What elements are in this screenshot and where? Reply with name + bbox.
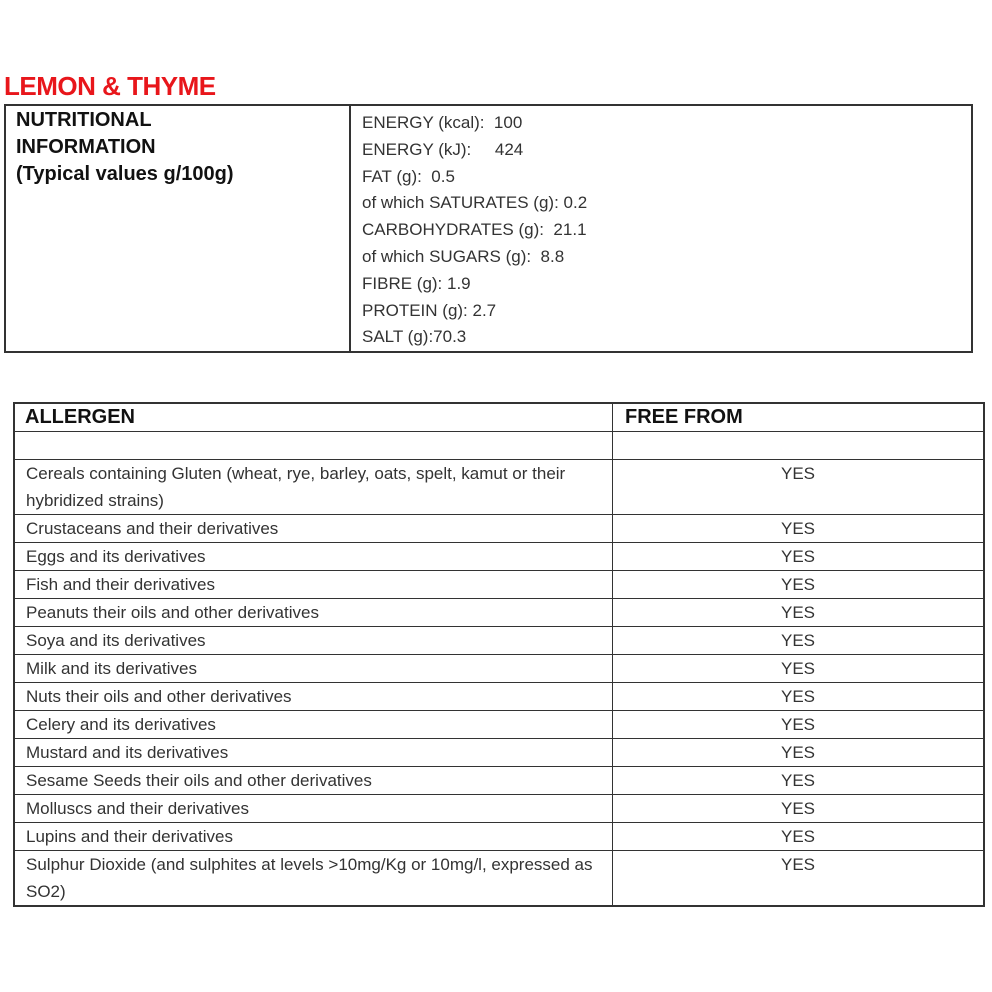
nutrition-value: of which SUGARS (g): 8.8 <box>362 246 565 266</box>
table-row <box>14 515 984 543</box>
free-from-value: YES <box>613 711 985 739</box>
allergen-name: Peanuts their oils and other derivatives <box>14 599 613 627</box>
allergen-name: Crustaceans and their derivatives <box>14 515 613 543</box>
allergen-name: Nuts their oils and other derivatives <box>14 683 613 711</box>
table-row <box>14 571 984 599</box>
free-from-value: YES <box>613 571 985 599</box>
nutrition-value: ENERGY (kcal): 100 <box>362 113 523 132</box>
table-row <box>14 627 984 655</box>
nutrition-value: of which SATURATES (g): 0.2 <box>362 193 588 213</box>
table-row <box>14 599 984 627</box>
free-from-column-header: FREE FROM <box>613 403 985 432</box>
free-from-value: YES <box>613 627 985 655</box>
nutrition-heading-line: INFORMATION <box>16 136 156 158</box>
allergen-name: Sesame Seeds their oils and other derivatives <box>14 767 613 795</box>
nutrition-value: ENERGY (kJ): 424 <box>362 139 524 159</box>
allergen-name: Milk and its derivatives <box>14 655 613 683</box>
allergen-name: Soya and its derivatives <box>14 627 613 655</box>
blank-cell <box>14 432 613 460</box>
allergen-name: Eggs and its derivatives <box>14 543 613 571</box>
allergen-name: Molluscs and their derivatives <box>14 795 613 823</box>
nutrition-heading-line: (Typical values g/100g) <box>16 163 234 185</box>
blank-cell <box>613 432 985 460</box>
allergen-header-row <box>14 403 984 432</box>
free-from-value: YES <box>613 795 985 823</box>
free-from-value: YES <box>613 767 985 795</box>
allergen-name: Celery and its derivatives <box>14 711 613 739</box>
free-from-value: YES <box>613 655 985 683</box>
allergen-name: Sulphur Dioxide (and sulphites at levels >10mg/Kg or 10mg/l, expressed as SO2) <box>14 851 613 907</box>
free-from-value: YES <box>613 515 985 543</box>
table-row <box>14 823 984 851</box>
table-row <box>14 543 984 571</box>
allergen-name: Mustard and its derivatives <box>14 739 613 767</box>
free-from-value: YES <box>613 683 985 711</box>
nutrition-value: FAT (g): 0.5 <box>362 166 455 186</box>
table-row <box>14 739 984 767</box>
table-row <box>14 711 984 739</box>
free-from-value: YES <box>613 823 985 851</box>
free-from-value: YES <box>613 599 985 627</box>
free-from-value: YES <box>613 851 985 907</box>
nutrition-heading-line: NUTRITIONAL <box>16 109 152 131</box>
nutrition-values-cell <box>350 105 972 352</box>
allergen-name: Fish and their derivatives <box>14 571 613 599</box>
allergen-column-header: ALLERGEN <box>14 403 613 432</box>
nutrition-value: CARBOHYDRATES (g): 21.1 <box>362 220 587 240</box>
product-title: LEMON & THYME <box>4 71 216 101</box>
nutrition-value: SALT (g):70.3 <box>362 327 467 347</box>
free-from-value: YES <box>613 543 985 571</box>
free-from-value: YES <box>613 460 985 515</box>
allergen-name: Cereals containing Gluten (wheat, rye, barley, oats, spelt, kamut or their hybridized strains) <box>14 460 613 515</box>
table-row <box>14 683 984 711</box>
allergen-table <box>13 402 985 907</box>
nutrition-table <box>4 104 973 353</box>
allergen-name: Lupins and their derivatives <box>14 823 613 851</box>
free-from-value: YES <box>613 739 985 767</box>
nutrition-heading-cell <box>5 105 350 352</box>
nutrition-value: PROTEIN (g): 2.7 <box>362 300 497 320</box>
nutrition-value: FIBRE (g): 1.9 <box>362 273 471 293</box>
table-row <box>14 655 984 683</box>
blank-row <box>14 432 984 460</box>
table-row <box>14 795 984 823</box>
table-row <box>14 851 984 907</box>
table-row <box>14 460 984 515</box>
table-row <box>14 767 984 795</box>
